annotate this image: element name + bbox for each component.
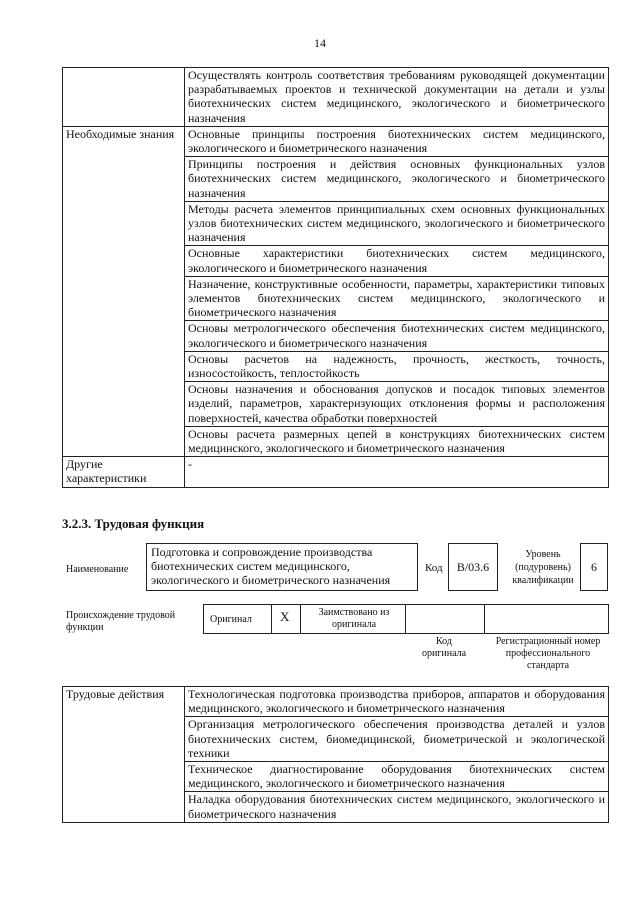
- original-label: Оригинал: [210, 614, 252, 625]
- origin-label: Происхождение трудовой функции: [66, 610, 176, 633]
- original-mark: X: [280, 609, 290, 624]
- code-original-label: Код оригинала: [421, 636, 467, 659]
- page-number: 14: [314, 36, 326, 50]
- action-item: Организация метрологического обеспечения производства деталей и узлов биотехнических систем, биомедицинской, биометрической и экологической техники: [185, 717, 609, 762]
- other-characteristics-label: Другие характеристики: [63, 457, 185, 487]
- code-label: Код: [425, 562, 443, 574]
- other-characteristics-value: -: [185, 457, 609, 487]
- knowledge-item: Принципы построения и действия основных функциональных узлов биотехнических систем медицинского, экологического и биометрического назначения: [185, 157, 609, 202]
- level-value: 6: [580, 543, 608, 591]
- skill-cell: Осуществлять контроль соответствия требованиям руководящей документации разрабатываемых проектов и технической документации на детали и узлы биотехнических систем медицинского, экологического и биометрического назначения: [185, 68, 609, 127]
- actions-label: Трудовые действия: [63, 687, 185, 823]
- borrowed-label: Заимствовано из оригинала: [318, 607, 390, 630]
- knowledge-item: Основные характеристики биотехнических систем медицинского, экологического и биометрического назначения: [185, 246, 609, 276]
- action-item: Наладка оборудования биотехнических систем медицинского, экологического и биометрического назначения: [185, 792, 609, 822]
- name-label: Наименование: [66, 564, 129, 575]
- code-value: B/03.6: [448, 543, 498, 591]
- knowledge-table: [62, 67, 609, 488]
- level-label: Уровень (подуровень) квалификации: [512, 549, 574, 586]
- action-item: Техническое диагностирование оборудования биотехнических систем медицинского, экологического и биометрического назначения: [185, 762, 609, 792]
- reg-number-label: Регистрационный номер профессионального стандарта: [495, 636, 601, 671]
- knowledge-item: Методы расчета элементов принципиальных схем основных функциональных узлов биотехнических систем медицинского, экологического и биометрического назначения: [185, 201, 609, 246]
- knowledge-item: Основные принципы построения биотехнических систем медицинского, экологического и биометрического назначения: [185, 126, 609, 156]
- knowledge-item: Основы метрологического обеспечения биотехнических систем медицинского, экологического и биометрического назначения: [185, 321, 609, 351]
- name-value: Подготовка и сопровождение производства биотехнических систем медицинского, экологического и биометрического назначения: [146, 543, 418, 591]
- knowledge-item: Основы расчетов на надежность, прочность, жесткость, точность, износостойкость, теплостойкость: [185, 351, 609, 381]
- section-heading: 3.2.3. Трудовая функция: [62, 516, 205, 531]
- action-item: Технологическая подготовка производства приборов, аппаратов и оборудования медицинского, экологического и биометрического назначения: [185, 687, 609, 717]
- knowledge-item: Основы назначения и обоснования допусков и посадок типовых элементов изделий, параметров, характеризующих отклонения формы и расположения поверхностей, качества обработки поверхностей: [185, 382, 609, 427]
- knowledge-item: Основы расчета размерных цепей в конструкциях биотехнических систем медицинского, экологического и биометрического назначения: [185, 426, 609, 456]
- knowledge-label: Необходимые знания: [63, 126, 185, 456]
- actions-table: [62, 686, 609, 823]
- knowledge-item: Назначение, конструктивные особенности, параметры, характеристики типовых элементов биотехнических систем медицинского, экологического и биометрического назначения: [185, 276, 609, 321]
